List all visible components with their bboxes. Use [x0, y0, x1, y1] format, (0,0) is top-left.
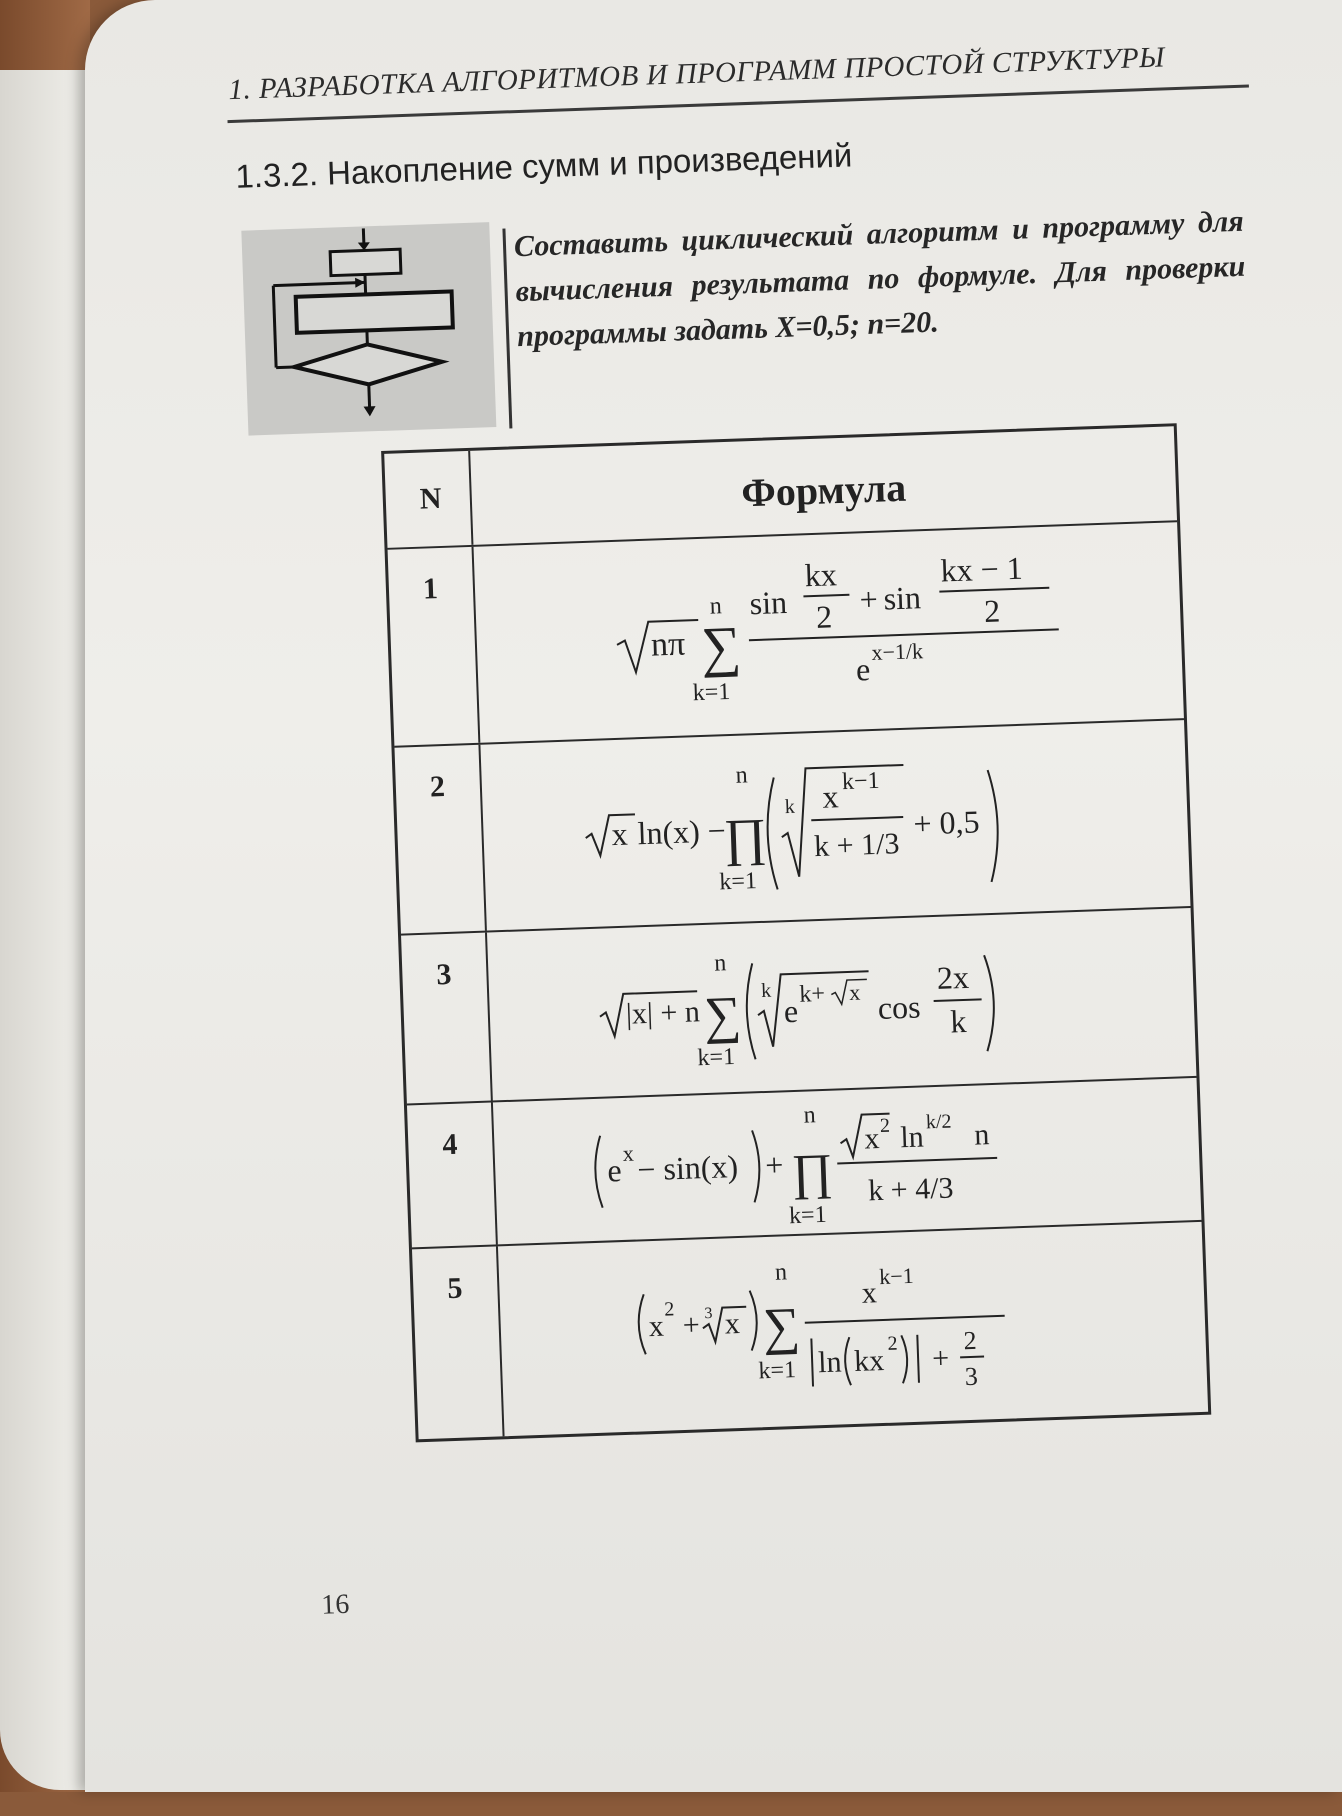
- header-formula: Формула: [470, 426, 1177, 545]
- k-plus-one-third: k + 1/3: [814, 827, 900, 863]
- page-number: 16: [321, 1589, 350, 1622]
- e-base: e: [783, 993, 798, 1029]
- e-x-base: e: [607, 1152, 622, 1188]
- kx-num: kx: [804, 556, 837, 593]
- root-index-k: k: [784, 796, 795, 818]
- sum-lower: k=1: [697, 1044, 735, 1071]
- sqrt-npi: nπ: [650, 625, 685, 663]
- x-sq-exp: 2: [880, 1115, 891, 1137]
- row-number: 5: [412, 1246, 505, 1439]
- ln-x: ln(x): [637, 813, 700, 851]
- k-over-2-exp: k/2: [925, 1110, 951, 1133]
- kx-sq-base: kx: [854, 1344, 885, 1378]
- table-row: [412, 1220, 1208, 1439]
- prod-symbol: ∏: [791, 1143, 834, 1200]
- two-thirds-den: 3: [964, 1362, 978, 1391]
- table-row: [394, 718, 1190, 933]
- sum-upper: n: [775, 1259, 788, 1285]
- row-number: 2: [394, 745, 486, 934]
- prod-upper: n: [735, 762, 748, 788]
- row-number: 4: [407, 1102, 498, 1247]
- prod-lower: k=1: [719, 868, 757, 895]
- two-den-1: 2: [816, 598, 833, 635]
- k-minus-1-exp: k−1: [841, 768, 879, 795]
- section-title: 1.3.2. Накопление сумм и произведений: [235, 136, 853, 196]
- row-number: 1: [388, 547, 481, 746]
- sum-lower: k=1: [692, 679, 730, 706]
- sqrt-x-exp: x: [849, 980, 861, 1005]
- formula-5: [498, 1222, 1208, 1436]
- sum-symbol: ∑: [700, 616, 742, 679]
- plus-5: +: [682, 1308, 700, 1342]
- formula-4: [493, 1078, 1202, 1244]
- n-tail: n: [974, 1118, 990, 1152]
- k-minus-1-exp: k−1: [879, 1263, 914, 1289]
- two-thirds-num: 2: [963, 1326, 977, 1355]
- sin-2: sin: [883, 579, 922, 616]
- e-denominator-exp: x−1/k: [871, 638, 923, 665]
- cube-root-index: 3: [704, 1305, 713, 1322]
- e-denominator: e: [855, 651, 870, 687]
- ln-5: ln: [818, 1345, 842, 1379]
- two-x: 2x: [936, 959, 969, 996]
- cos: cos: [877, 989, 921, 1026]
- prod-symbol: ∏: [723, 809, 768, 867]
- plus-5b: +: [932, 1342, 950, 1376]
- sum-upper: n: [709, 593, 722, 619]
- sum-symbol: ∑: [762, 1298, 801, 1356]
- task-statement: Составить циклический алгоритм и программу для вычисления результата по формуле. Для проверки программы задать X=0,5; n=20.: [513, 199, 1247, 359]
- sum-lower: k=1: [758, 1357, 796, 1384]
- formula-1: [474, 522, 1184, 742]
- plus-1: +: [859, 581, 878, 618]
- running-head: 1. РАЗРАБОТКА АЛГОРИТМОВ И ПРОГРАММ ПРОСТОЙ СТРУКТУРЫ: [228, 38, 1249, 107]
- kx-sq-exp: 2: [887, 1333, 898, 1355]
- k-plus-exp: k+: [799, 981, 825, 1008]
- prod-upper: n: [803, 1102, 816, 1128]
- formula-table: [381, 423, 1211, 1442]
- row-number: 3: [401, 933, 493, 1104]
- task-divider: [502, 229, 512, 429]
- ln-4: ln: [900, 1120, 924, 1154]
- formula-2: [480, 720, 1190, 930]
- x-power-base: x: [861, 1276, 877, 1310]
- prod-lower: k=1: [789, 1202, 827, 1229]
- plus-half: + 0,5: [913, 803, 980, 841]
- flowchart-icon: [241, 222, 496, 436]
- kx-minus-1: kx − 1: [940, 550, 1023, 589]
- abs-x-plus-n: |x| + n: [625, 995, 700, 1031]
- x-sq-exp: 2: [664, 1298, 675, 1320]
- plus-4: +: [765, 1146, 784, 1183]
- sum-upper: n: [714, 950, 727, 976]
- minus-2: −: [707, 812, 726, 849]
- sum-symbol: ∑: [703, 987, 742, 1045]
- sin-1: sin: [749, 584, 788, 621]
- sqrt-x: x: [611, 816, 628, 853]
- k-plus-four-thirds: k + 4/3: [868, 1171, 954, 1207]
- header-n: N: [384, 451, 473, 548]
- x-sq-base: x: [648, 1310, 664, 1344]
- table-row: [407, 1076, 1202, 1247]
- two-den-2: 2: [983, 592, 1000, 629]
- table-row: [401, 906, 1196, 1103]
- x-sq-base: x: [864, 1122, 880, 1156]
- x-power-base: x: [822, 778, 839, 815]
- cube-root-x: x: [724, 1307, 740, 1341]
- root-index-k: k: [761, 980, 772, 1002]
- table-row: [387, 520, 1183, 745]
- formula-3: [487, 908, 1196, 1100]
- k-den: k: [950, 1003, 967, 1040]
- e-x-exp: x: [622, 1141, 634, 1166]
- minus-sin-x: − sin(x): [637, 1148, 739, 1187]
